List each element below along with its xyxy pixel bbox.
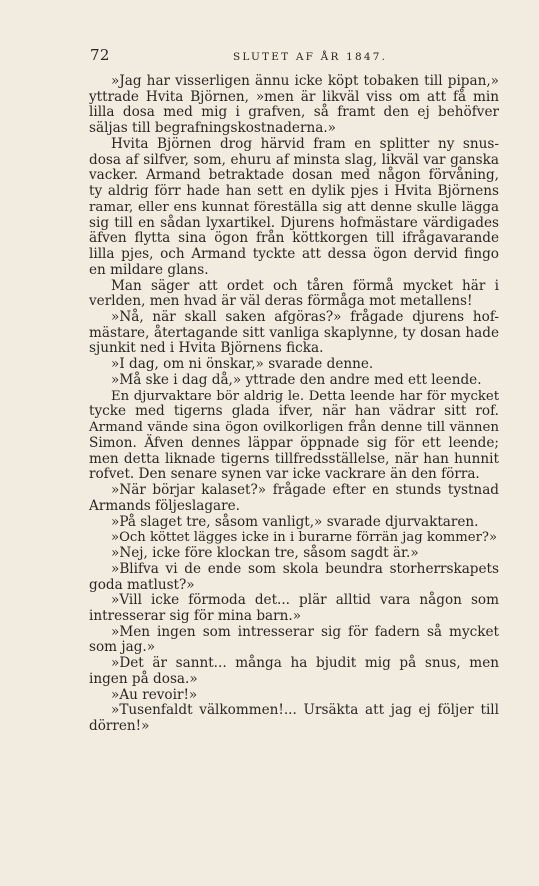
running-head: SLUTET AF ÅR 1847. xyxy=(233,51,388,63)
text-line: »När börjar kalaset?» frågade efter en stunds tystnad xyxy=(111,482,499,499)
text-line: dosa af silfver, som, ehuru af minsta slag, likväl var ganska xyxy=(89,151,499,168)
text-line: dörren!» xyxy=(89,718,150,735)
text-line: »Tusenfaldt välkommen!... Ursäkta att jag ej följer till xyxy=(111,702,499,719)
text-line: »Jag har visserligen ännu icke köpt tobaken till pipan,» xyxy=(111,73,499,89)
text-line: »På slaget tre, såsom vanligt,» svarade djurvaktaren. xyxy=(111,513,479,530)
text-line: sig till en sådan lyxartikel. Djurens hofmästare värdigades xyxy=(89,214,499,231)
text-line: Hvita Björnen drog härvid fram en splitter ny snus- xyxy=(111,135,499,152)
text-line: yttrade Hvita Björnen, »men är likväl viss om att få min xyxy=(89,88,499,105)
text-line: lilla pjes, och Armand tyckte att dessa ögon dervid fingo xyxy=(89,246,499,263)
text-line: ramar, eller ens kunnat föreställa sig att denne skulle lägga xyxy=(89,199,499,215)
text-line: Simon. Äfven dennes läppar öppnade sig för ett leende; xyxy=(89,434,499,451)
text-line: som jag.» xyxy=(89,639,156,656)
text-line: En djurvaktare bör aldrig le. Detta leende har för mycket xyxy=(111,388,499,404)
text-line: ingen på dosa.» xyxy=(89,670,198,687)
text-line: verlden, men hvad är väl deras förmåga mot metallens! xyxy=(89,293,473,310)
text-line: »Blifva vi de ende som skola beundra storherrskapets xyxy=(111,560,499,577)
text-line: »Och köttet lägges icke in i burarne förrän jag kommer?» xyxy=(111,530,498,546)
text-line: en mildare glans. xyxy=(89,261,209,278)
text-line: sjunkit ned i Hvita Björnens ficka. xyxy=(89,340,324,357)
text-line: ty aldrig förr hade han sett en dylik pjes i Hvita Björnens xyxy=(89,183,499,200)
text-line: »Må ske i dag då,» yttrade den andre med ett leende. xyxy=(111,371,482,388)
text-line: »Vill icke förmoda det... plär alltid vara någon som xyxy=(111,592,499,609)
text-line: »Nej, icke före klockan tre, såsom sagdt är.» xyxy=(111,545,419,562)
text-line: äfven flytta sina ögon från köttkorgen till ifrågavarande xyxy=(89,230,499,247)
text-line: goda matlust?» xyxy=(89,576,195,593)
text-line: intresserar sig för mina barn.» xyxy=(89,607,302,624)
text-line: rofvet. Den senare synen var icke vackrare än den förra. xyxy=(89,466,480,483)
text-line: tycke med tigerns glada ifver, när han vädrar sitt rof. xyxy=(89,403,499,420)
text-line: »I dag, om ni önskar,» svarade denne. xyxy=(111,356,374,373)
text-line: vacker. Armand betraktade dosan med någon förvåning, xyxy=(89,167,499,184)
text-line: Man säger att ordet och tåren förmå mycket här i xyxy=(111,277,499,294)
text-line: lilla dosa med mig i grafven, så framt den ej behöfver xyxy=(89,104,499,121)
text-line: »Det är sannt... många ha bjudit mig på snus, men xyxy=(111,655,499,672)
text-line: »Men ingen som intresserar sig för fadern så mycket xyxy=(111,623,499,640)
text-line: mästare, återtagande sitt vanliga skaplynne, ty dosan hade xyxy=(89,324,499,341)
text-line: säljas till begrafningskostnaderna.» xyxy=(89,120,336,137)
text-line: men detta liknade tigerns tillfredsställelse, när han hunnit xyxy=(89,450,499,467)
text-line: »Au revoir!» xyxy=(111,686,198,703)
text-line: Armand vände sina ögon ovilkorligen från denne till vännen xyxy=(89,420,499,436)
page-number: 72 xyxy=(90,46,110,64)
text-line: »Nå, när skall saken afgöras?» frågade djurens hof- xyxy=(111,309,499,326)
text-line: Armands följeslagare. xyxy=(89,497,240,514)
body-text xyxy=(89,74,499,735)
